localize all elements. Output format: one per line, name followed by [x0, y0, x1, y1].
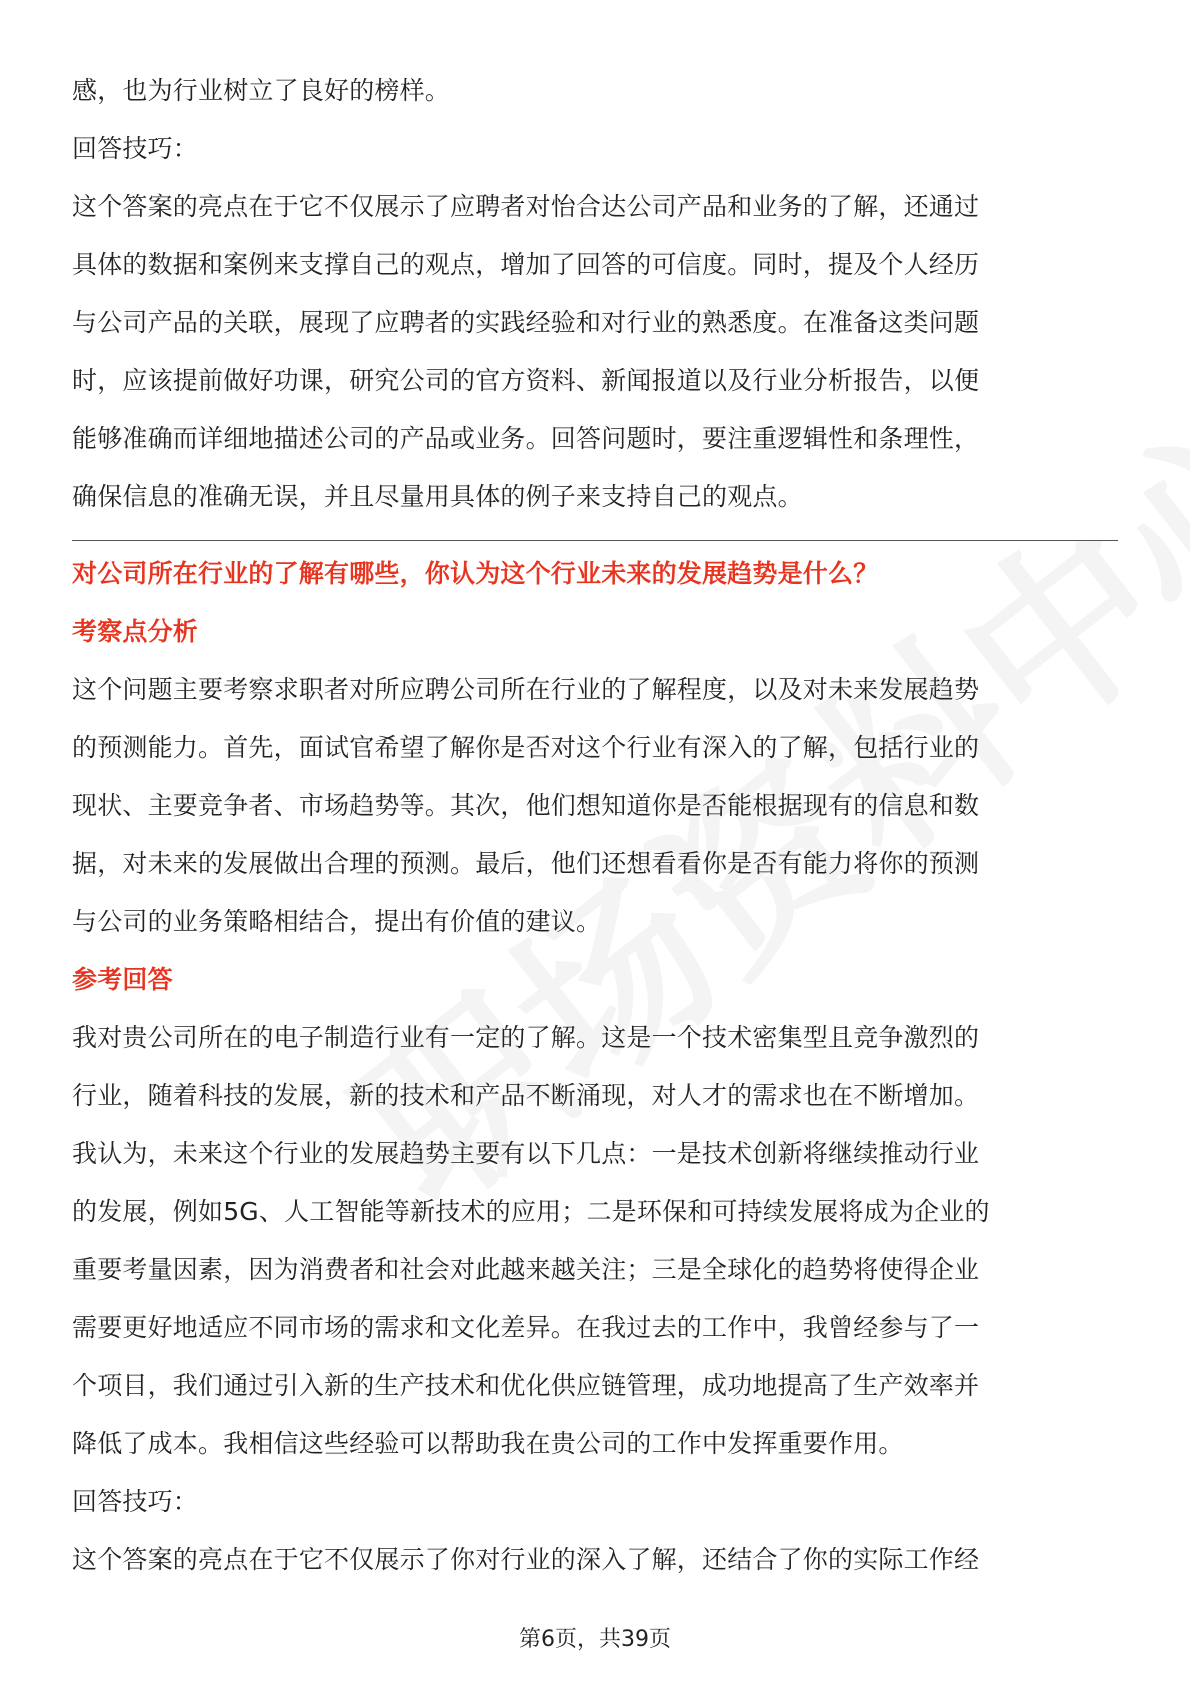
tips1-label: 回答技巧： — [72, 134, 199, 163]
tips2-paragraph — [72, 1531, 1118, 1589]
paragraph-line: 我认为，未来这个行业的发展趋势主要有以下几点：一是技术创新将继续推动行业 — [72, 1139, 980, 1168]
analysis-heading: 考察点分析 — [72, 617, 199, 646]
paragraph-line: 的发展，例如5G、人工智能等新技术的应用；二是环保和可持续发展将成为企业的 — [72, 1197, 990, 1226]
paragraph-line: 与公司的业务策略相结合，提出有价值的建议。 — [72, 907, 602, 936]
paragraph-line: 能够准确而详细地描述公司的产品或业务。回答问题时，要注重逻辑性和条理性， — [72, 424, 980, 453]
paragraph-line: 的预测能力。首先，面试官希望了解你是否对这个行业有深入的了解，包括行业的 — [72, 733, 980, 762]
answer-paragraph — [72, 1009, 1118, 1473]
tips1-paragraph — [72, 178, 1118, 526]
tips2-label: 回答技巧： — [72, 1487, 199, 1516]
section-divider — [72, 540, 1118, 541]
paragraph-line: 据，对未来的发展做出合理的预测。最后，他们还想看看你是否有能力将你的预测 — [72, 849, 980, 878]
paragraph-line: 现状、主要竞争者、市场趋势等。其次，他们想知道你是否能根据现有的信息和数 — [72, 791, 980, 820]
paragraph-line: 时，应该提前做好功课，研究公司的官方资料、新闻报道以及行业分析报告，以便 — [72, 366, 980, 395]
paragraph-line: 确保信息的准确无误，并且尽量用具体的例子来支持自己的观点。 — [72, 482, 803, 511]
paragraph-line: 这个答案的亮点在于它不仅展示了你对行业的深入了解，还结合了你的实际工作经 — [72, 1545, 980, 1574]
paragraph-line: 具体的数据和案例来支撑自己的观点，增加了回答的可信度。同时，提及个人经历 — [72, 250, 980, 279]
page-number: 第6页，共39页 — [519, 1627, 671, 1652]
paragraph-line: 行业，随着科技的发展，新的技术和产品不断涌现，对人才的需求也在不断增加。 — [72, 1081, 980, 1110]
paragraph-line: 个项目，我们通过引入新的生产技术和优化供应链管理，成功地提高了生产效率并 — [72, 1371, 980, 1400]
paragraph-line: 这个答案的亮点在于它不仅展示了应聘者对怡合达公司产品和业务的了解，还通过 — [72, 192, 980, 221]
intro-tail: 感，也为行业树立了良好的榜样。 — [72, 76, 451, 105]
answer-heading: 参考回答 — [72, 965, 173, 994]
paragraph-line: 与公司产品的关联，展现了应聘者的实践经验和对行业的熟悉度。在准备这类问题 — [72, 308, 980, 337]
paragraph-line: 降低了成本。我相信这些经验可以帮助我在贵公司的工作中发挥重要作用。 — [72, 1429, 904, 1458]
document-page — [72, 62, 1118, 1589]
question-heading: 对公司所在行业的了解有哪些，你认为这个行业未来的发展趋势是什么？ — [72, 559, 879, 588]
analysis-paragraph — [72, 661, 1118, 951]
paragraph-line: 我对贵公司所在的电子制造行业有一定的了解。这是一个技术密集型且竞争激烈的 — [72, 1023, 980, 1052]
paragraph-line: 需要更好地适应不同市场的需求和文化差异。在我过去的工作中，我曾经参与了一 — [72, 1313, 980, 1342]
paragraph-line: 重要考量因素，因为消费者和社会对此越来越关注；三是全球化的趋势将使得企业 — [72, 1255, 980, 1284]
paragraph-line: 这个问题主要考察求职者对所应聘公司所在行业的了解程度，以及对未来发展趋势 — [72, 675, 980, 704]
